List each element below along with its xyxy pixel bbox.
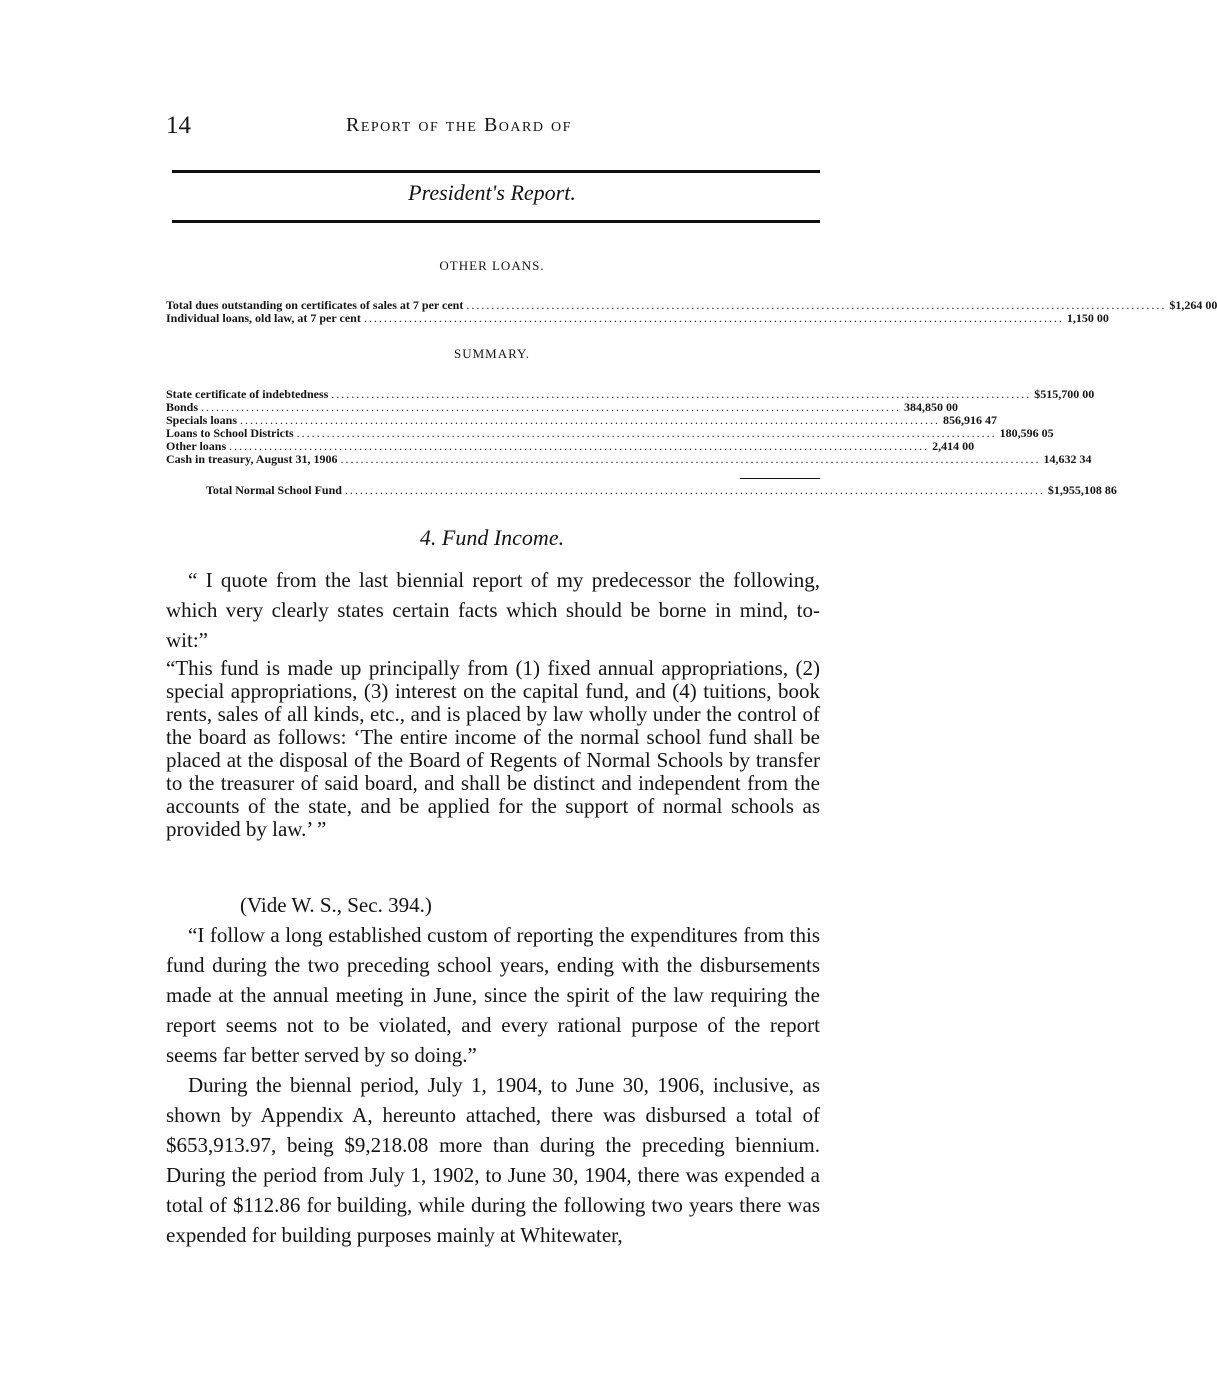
ledger-label: Specials loans [166,413,238,427]
fund-income-heading: 4. Fund Income. [419,525,565,550]
paragraph: During the biennal period, July 1, 1904, to June 30, 1906, inclusive, as shown by Appendix A, hereunto attached, there was disbursed a total of $653,913.97, being $9,218.08 more than during the preceding biennium. During the period from July 1, 1902, to June 30, 1904, there was expended a total of $112.86 for building, while during the following two years there was expended for building purposes mainly at Whitewater, [166,1073,820,1247]
leader-dots: ............................................................................................................................................ [201,400,902,414]
summary-heading: SUMMARY. [453,346,531,361]
summary-total [206,483,1117,497]
quoted-passage: “This fund is made up principally from (1) fixed annual appropriations, (2) special appropriations, (3) interest on the capital fund, and (4) tuitions, book rents, sales of all kinds, etc., and is placed by law wholly under the control of the board as follows: ‘The entire income of the normal school fund shall be placed at the disposal of the Board of Regents of Normal Schools by transfer to the treasurer of said board, and shall be distinct and independent from the accounts of the state, and be applied for the support of normal schools as provided by law.’ ” [166,656,820,841]
leader-dots: ............................................................................................................................................ [363,311,1064,325]
leader-dots: ............................................................................................................................................ [340,452,1041,466]
paragraph: “ I quote from the last biennial report of my predecessor the following, which very clearly states certain facts which should be borne in mind, to-wit:” [166,568,820,652]
leader-dots: ............................................................................................................................................ [240,413,941,427]
ledger-amount: 2,414 00 [932,439,975,453]
header-rule-top [172,170,820,173]
ledger-label: Bonds [166,400,199,414]
ledger-label: Loans to School Districts [166,426,294,440]
ledger-row [166,452,1092,466]
total-label: Total Normal School Fund [206,483,342,497]
ledger-total-row [206,483,1117,497]
ledger-row [166,311,1109,325]
leader-dots: ............................................................................................................................................ [466,298,1167,312]
block-quote [166,657,820,841]
summary-table [166,387,1095,466]
ledger-label: Other loans [166,439,227,453]
leader-dots: ............................................................................................................................................ [229,439,930,453]
other-loans-table [166,298,1217,325]
running-head [166,112,820,144]
running-title: Report of the Board of [346,114,572,136]
header-rule-bottom [172,220,820,223]
ledger-amount: $1,264 00 [1169,298,1217,312]
ledger-label: Total dues outstanding on certificates of sales at 7 per cent [166,298,464,312]
ledger-amount: 856,916 47 [943,413,998,427]
citation: (Vide W. S., Sec. 394.) [240,893,432,917]
other-loans-heading: OTHER LOANS. [439,258,545,273]
ledger-amount: 1,150 00 [1066,311,1109,325]
ledger-amount: $515,700 00 [1034,387,1095,401]
page-number: 14 [166,112,191,139]
ledger-amount: 384,850 00 [904,400,959,414]
ledger-label: Cash in treasury, August 31, 1906 [166,452,338,466]
leader-dots: ............................................................................................................................................ [344,483,1045,497]
body-text-main [166,890,820,1250]
paragraph: “I follow a long established custom of reporting the expenditures from this fund during the two preceding school years, ending with the disbursements made at the annual meeting in June, since the spirit of the law requiring the report seems not to be violated, and every rational purpose of the report seems far better served by so doing.” [166,923,820,1067]
body-text-intro [166,565,820,655]
leader-dots: ............................................................................................................................................ [331,387,1032,401]
ledger-label: Individual loans, old law, at 7 per cent [166,311,361,325]
leader-dots: ............................................................................................................................................ [296,426,997,440]
section-subtitle: President's Report. [408,180,576,205]
total-amount: $1,955,108 86 [1047,483,1117,497]
ledger-label: State certificate of indebtedness [166,387,329,401]
total-rule [740,478,820,479]
ledger-amount: 14,632 34 [1043,452,1092,466]
ledger-amount: 180,596 05 [999,426,1054,440]
